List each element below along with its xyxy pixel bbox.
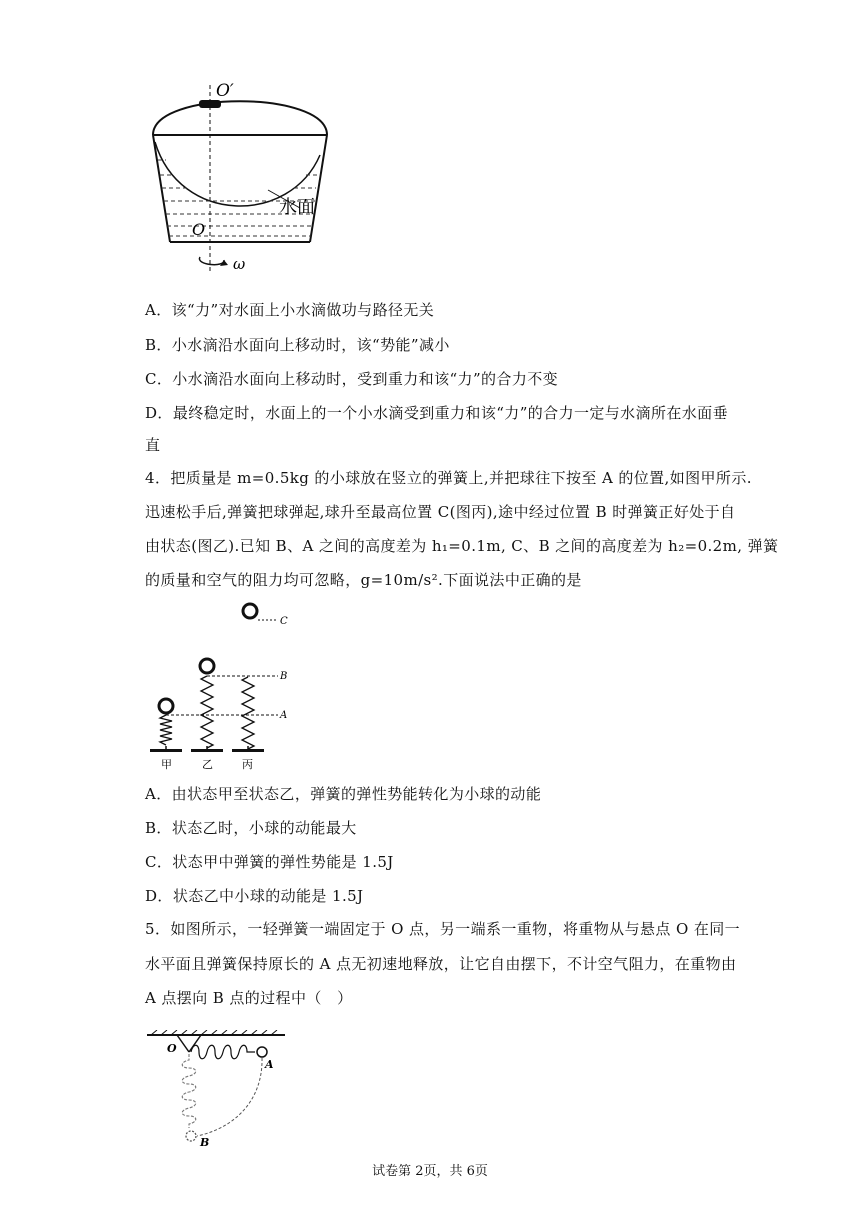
bucket-label-o: O (192, 220, 206, 239)
pendulum-label-b: B (200, 1136, 210, 1149)
q4-stem-line-3: 由状态(图乙).已知 B、A 之间的高度差为 h₁=0.1m, C、B 之间的高度差为 h₂=0.2m, 弹簧 (145, 537, 779, 555)
q4-option-b: B．状态乙时，小球的动能最大 (145, 819, 357, 837)
bucket-label-omega: ω (233, 255, 246, 273)
q5-stem-line-3: A 点摆向 B 点的过程中（ ） (145, 989, 353, 1007)
pendulum-label-o: O (167, 1042, 177, 1055)
bucket-label-o-prime: O′ (216, 81, 234, 101)
q3-option-b: B．小水滴沿水面向上移动时，该“势能”减小 (145, 336, 450, 354)
pendulum-label-a: A (265, 1058, 274, 1071)
bucket-label-water: 水面 (279, 197, 315, 218)
spring-label-c: C (280, 616, 288, 627)
q3-option-c: C．小水滴沿水面向上移动时，受到重力和该“力”的合力不变 (145, 370, 559, 388)
bucket-figure (140, 80, 340, 275)
spring-figure (140, 596, 310, 771)
pendulum-figure (145, 1030, 295, 1150)
spring-label-b: B (280, 671, 288, 682)
q4-option-d: D．状态乙中小球的动能是 1.5J (145, 887, 364, 905)
q4-option-a: A．由状态甲至状态乙，弹簧的弹性势能转化为小球的动能 (145, 785, 542, 803)
page-footer: 试卷第 2页，共 6页 (372, 1164, 488, 1179)
q3-option-d-cont: 直 (145, 436, 161, 454)
q4-stem-line-2: 迅速松手后,弹簧把球弹起,球升至最高位置 C(图丙),途中经过位置 B 时弹簧正好处于自 (145, 503, 736, 521)
q3-option-a: A．该“力”对水面上小水滴做功与路径无关 (145, 301, 435, 319)
q4-stem-line-1: 4．把质量是 m=0.5kg 的小球放在竖立的弹簧上,并把球往下按至 A 的位置,如图甲所示. (145, 469, 752, 487)
q3-option-d: D．最终稳定时，水面上的一个小水滴受到重力和该“力”的合力一定与水滴所在水面垂 (145, 404, 728, 422)
q4-stem-line-4: 的质量和空气的阻力均可忽略，g=10m/s².下面说法中正确的是 (145, 571, 582, 589)
spring-label-jia: 甲 (161, 758, 172, 771)
q5-stem-line-1: 5．如图所示，一轻弹簧一端固定于 O 点，另一端系一重物，将重物从与悬点 O 在同一 (145, 920, 741, 938)
spring-label-a: A (280, 710, 288, 721)
spring-label-yi: 乙 (202, 758, 213, 771)
q5-stem-line-2: 水平面且弹簧保持原长的 A 点无初速地释放，让它自由摆下，不计空气阻力，在重物由 (145, 955, 737, 973)
spring-label-bing: 丙 (242, 758, 253, 771)
q4-option-c: C．状态甲中弹簧的弹性势能是 1.5J (145, 853, 394, 871)
